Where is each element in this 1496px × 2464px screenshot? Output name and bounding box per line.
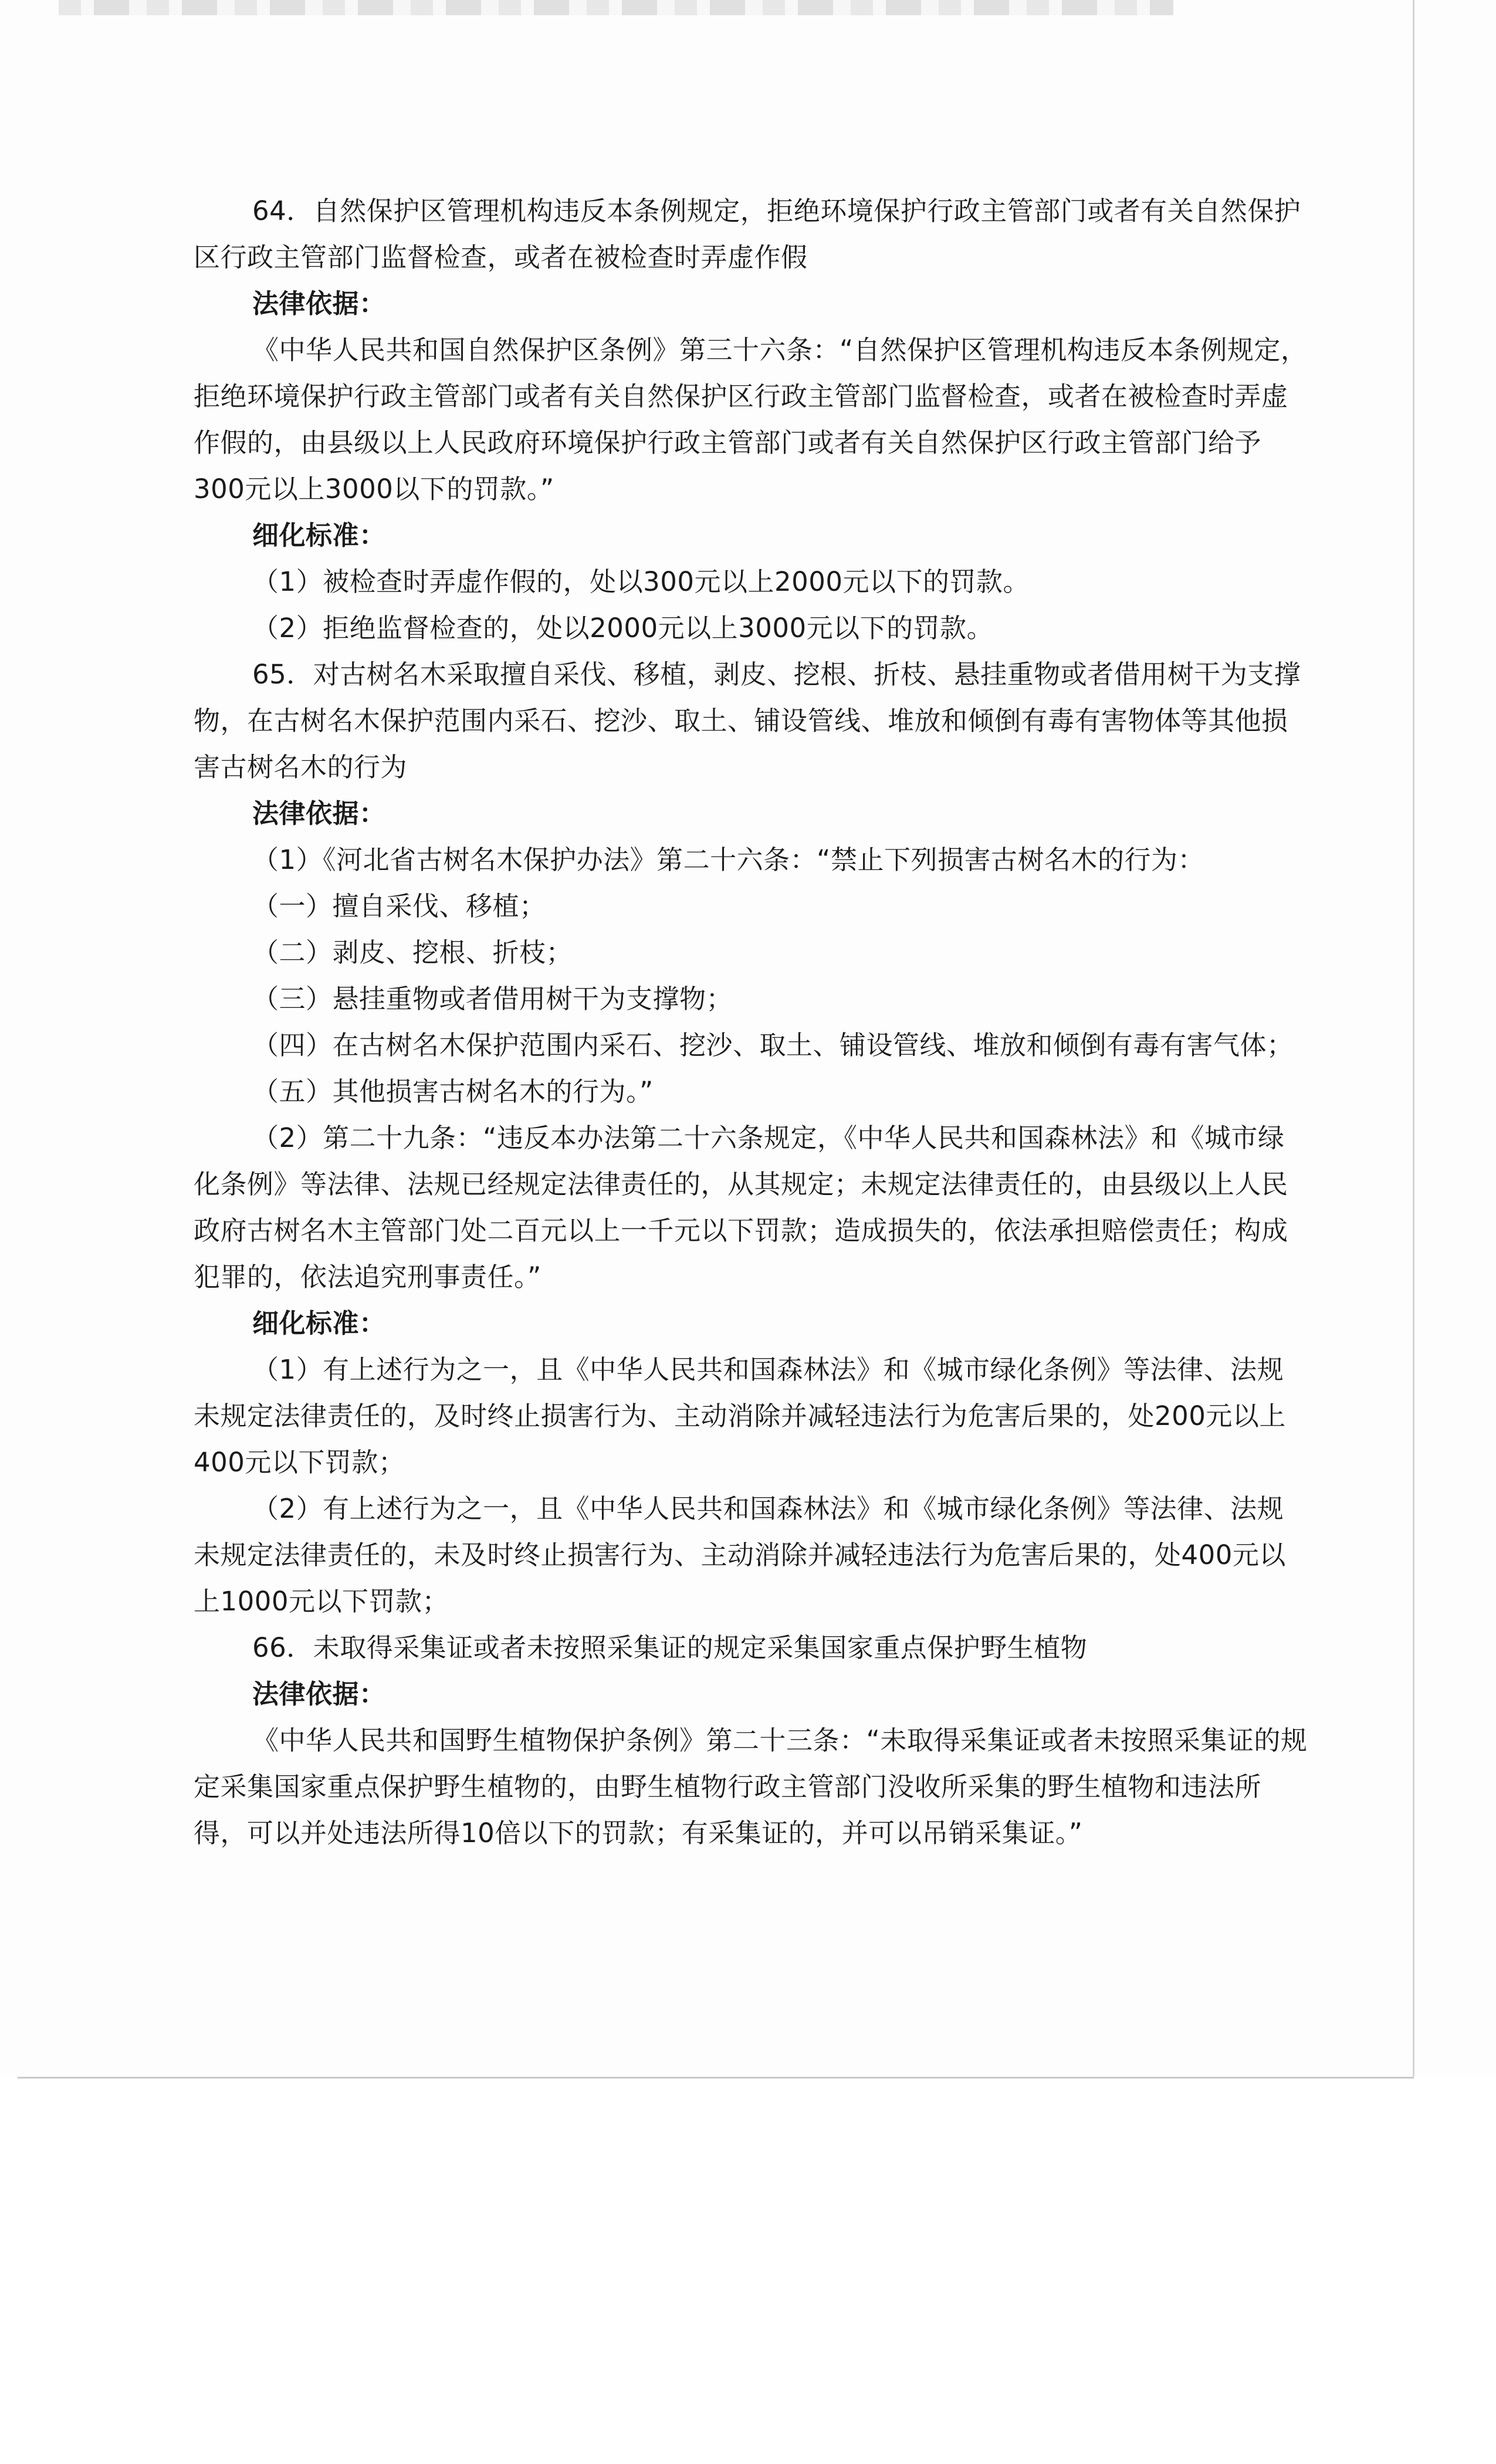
legal-basis-label: 法律依据： xyxy=(252,1678,386,1710)
detailed-standard-label: 细化标准： xyxy=(252,1308,386,1339)
prohibited-item: （二）剥皮、挖根、折枝； xyxy=(252,937,573,968)
standard-item: （2）有上述行为之一，且《中华人民共和国森林法》和《城市绿化条例》等法律、法规未规定法律责任的，未及时终止损害行为、主动消除并减轻违法行为危害后果的，处400元以上1000元以下罚款； xyxy=(194,1493,1286,1617)
detailed-standard-label: 细化标准： xyxy=(252,520,386,551)
scan-noise xyxy=(59,0,1173,15)
standard-item: （1）被检查时弄虚作假的，处以300元以上2000元以下的罚款。 xyxy=(252,566,1030,597)
legal-basis-text: （1）《河北省古树名木保护办法》第二十六条：“禁止下列损害古树名木的行为： xyxy=(252,844,1204,875)
article-64-heading: 64．自然保护区管理机构违反本条例规定，拒绝环境保护行政主管部门或者有关自然保护区行政主管部门监督检查，或者在被检查时弄虚作假 xyxy=(194,195,1301,273)
blank-area xyxy=(0,2079,1496,2464)
article-66-heading: 66．未取得采集证或者未按照采集证的规定采集国家重点保护野生植物 xyxy=(252,1632,1088,1663)
document-body xyxy=(194,188,1308,1856)
prohibited-item: （一）擅自采伐、移植； xyxy=(252,891,546,922)
prohibited-item: （四）在古树名木保护范围内采石、挖沙、取土、铺设管线、堆放和倾倒有毒有害气体； xyxy=(252,1030,1294,1061)
page-edge xyxy=(1413,0,1414,2077)
standard-item: （1）有上述行为之一，且《中华人民共和国森林法》和《城市绿化条例》等法律、法规未规定法律责任的，及时终止损害行为、主动消除并减轻违法行为危害后果的，处200元以上400元以下罚款； xyxy=(194,1354,1286,1478)
article-65-heading: 65．对古树名木采取擅自采伐、移植，剥皮、挖根、折枝、悬挂重物或者借用树干为支撑物，在古树名木保护范围内采石、挖沙、取土、铺设管线、堆放和倾倒有毒有害物体等其他损害古树名木的行为 xyxy=(194,659,1301,783)
prohibited-item: （五）其他损害古树名木的行为。” xyxy=(252,1076,654,1107)
legal-basis-text: （2）第二十九条：“违反本办法第二十六条规定，《中华人民共和国森林法》和《城市绿化条例》等法律、法规已经规定法律责任的，从其规定；未规定法律责任的，由县级以上人民政府古树名木主管部门处二百元以上一千元以下罚款；造成损失的，依法承担赔偿责任；构成犯罪的，依法追究刑事责任。” xyxy=(194,1122,1288,1292)
legal-basis-text: 《中华人民共和国自然保护区条例》第三十六条：“自然保护区管理机构违反本条例规定，拒绝环境保护行政主管部门或者有关自然保护区行政主管部门监督检查，或者在被检查时弄虚作假的，由县级以上人民政府环境保护行政主管部门或者有关自然保护区行政主管部门给予300元以上3000以下的罚款。” xyxy=(194,334,1308,505)
legal-basis-text: 《中华人民共和国野生植物保护条例》第二十三条：“未取得采集证或者未按照采集证的规定采集国家重点保护野生植物的，由野生植物行政主管部门没收所采集的野生植物和违法所得，可以并处违法所得10倍以下的罚款；有采集证的，并可以吊销采集证。” xyxy=(194,1725,1308,1849)
standard-item: （2）拒绝监督检查的，处以2000元以上3000元以下的罚款。 xyxy=(252,612,994,644)
legal-basis-label: 法律依据： xyxy=(252,288,386,319)
legal-basis-label: 法律依据： xyxy=(252,798,386,829)
prohibited-item: （三）悬挂重物或者借用树干为支撑物； xyxy=(252,983,733,1014)
